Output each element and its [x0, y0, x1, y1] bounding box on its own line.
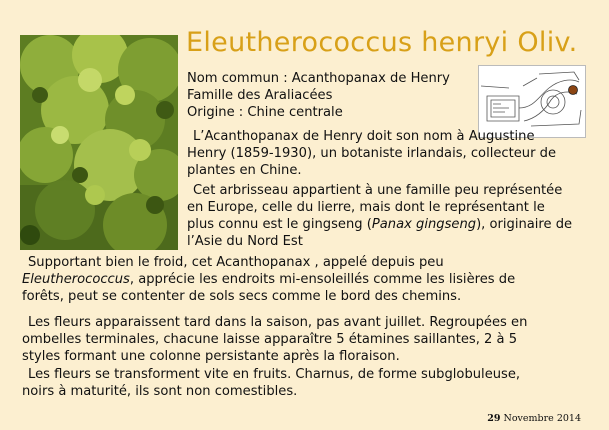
date-day: 29 [487, 413, 501, 424]
paragraph-flowers [22, 314, 527, 365]
line: noirs à maturité, ils sont non comestibles. [22, 384, 298, 399]
text-run: plus connu est le gingseng ( [187, 217, 372, 232]
paragraph-name-origin [187, 128, 556, 179]
plant-facts [187, 70, 450, 121]
line: Les fleurs apparaissent tard dans la saison, pas avant juillet. Regroupées en [28, 315, 528, 330]
line: Les fleurs se transforment vite en fruits. Charnus, de forme subglobuleuse, [28, 367, 521, 382]
text-run: , apprécie les endroits mi-ensoleillés comme les lisières de [129, 272, 516, 287]
paragraph-habitat [22, 254, 515, 305]
family: Famille des Araliacées [187, 88, 333, 103]
line: Supportant bien le froid, cet Acanthopanax , appelé depuis peu [28, 255, 444, 270]
line: en Europe, celle du lierre, mais dont le représentant le [187, 200, 545, 215]
location-marker [569, 86, 578, 95]
common-name: Nom commun : Acanthopanax de Henry [187, 71, 450, 86]
line: forêts, peut se contenter de sols secs comme le bord des chemins. [22, 289, 462, 304]
species-name: Panax gingseng [371, 217, 477, 232]
shrub-photo [20, 35, 178, 250]
date-month-year: Novembre 2014 [500, 413, 581, 424]
paragraph-fruits [22, 366, 520, 400]
line: styles formant une colonne persistante après la floraison. [22, 349, 400, 364]
line: Cet arbrisseau appartient à une famille peu représentée [193, 183, 563, 198]
origin: Origine : Chine centrale [187, 105, 343, 120]
line: l’Asie du Nord Est [187, 234, 303, 249]
footer-date [487, 413, 581, 424]
paragraph-family [187, 182, 572, 250]
line [22, 271, 515, 288]
page-title: Eleutherococcus henryi Oliv. [186, 27, 578, 58]
line: L’Acanthopanax de Henry doit son nom à Augustine [193, 129, 535, 144]
line: Henry (1859-1930), un botaniste irlandais, collecteur de [187, 146, 556, 161]
line: ombelles terminales, chacune laisse apparaître 5 étamines saillantes, 2 à 5 [22, 332, 518, 347]
line: plantes en Chine. [187, 163, 302, 178]
text-run: ), originaire de [476, 217, 573, 232]
line [187, 216, 572, 233]
genus-name: Eleutherococcus [22, 272, 130, 287]
